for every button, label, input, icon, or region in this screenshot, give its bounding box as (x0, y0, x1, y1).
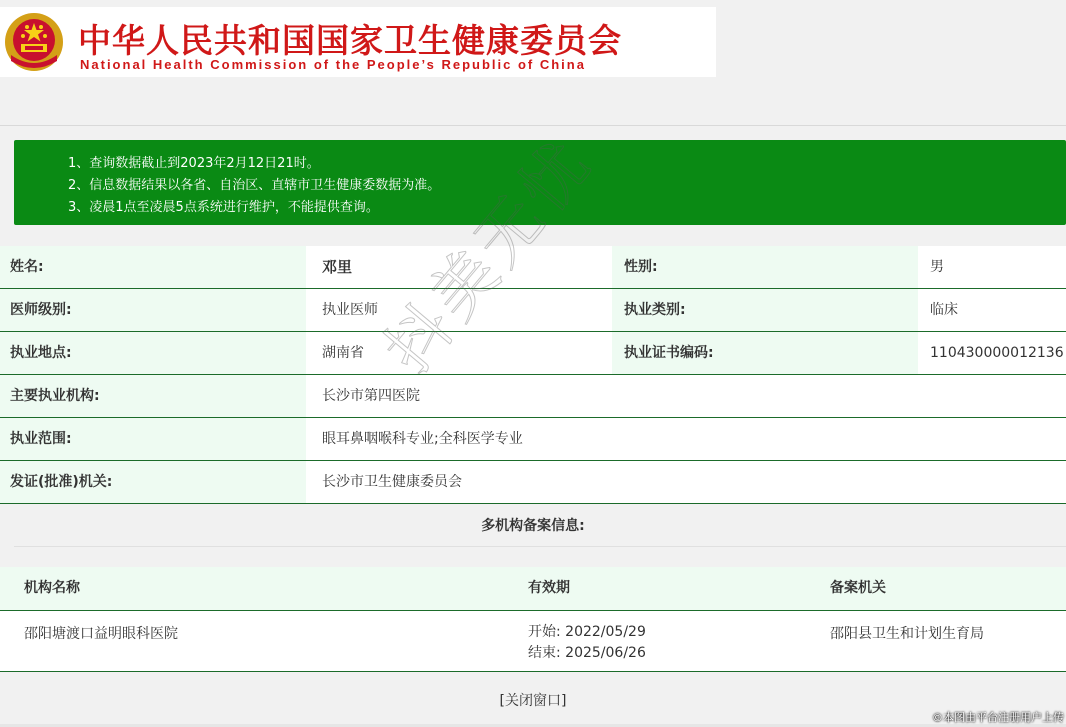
header-authority: 备案机关 (830, 580, 886, 596)
level-label: 医师级别: (0, 289, 306, 331)
notice-line-1: 1、查询数据截止到2023年2月12日21时。 (68, 156, 320, 171)
divider (14, 546, 1066, 547)
notice-line-3: 3、凌晨1点至凌晨5点系统进行维护，不能提供查询。 (68, 200, 379, 215)
cert-value: 110430000012136 (918, 332, 1066, 374)
notice-line-2: 2、信息数据结果以各省、自治区、直辖市卫生健康委数据为准。 (68, 178, 441, 193)
gender-value: 男 (918, 246, 1066, 288)
name-label: 姓名: (0, 246, 306, 288)
authority-label: 发证(批准)机关: (0, 461, 306, 503)
row-start-date: 开始: 2022/05/29 (528, 624, 646, 640)
table-row (0, 332, 1066, 375)
gender-label: 性别: (612, 246, 918, 288)
name-value: 邓里 (306, 246, 612, 288)
authority-value: 长沙市卫生健康委员会 (306, 461, 1066, 503)
cert-label: 执业证书编码: (612, 332, 918, 374)
scope-value: 眼耳鼻咽喉科专业;全科医学专业 (306, 418, 1066, 460)
institution-value: 长沙市第四医院 (306, 375, 1066, 417)
institution-label: 主要执业机构: (0, 375, 306, 417)
multi-table-header (0, 567, 1066, 611)
row-institution: 邵阳塘渡口益明眼科医院 (24, 626, 178, 642)
multi-institution-title: 多机构备案信息: (0, 505, 1066, 547)
table-row (0, 461, 1066, 504)
level-value: 执业医师 (306, 289, 612, 331)
table-row (0, 375, 1066, 418)
row-end-date: 结束: 2025/06/26 (528, 645, 646, 661)
query-notice (14, 140, 1066, 225)
ministry-title-cn: 中华人民共和国国家卫生健康委员会 (78, 21, 622, 60)
header-validity: 有效期 (528, 580, 570, 596)
location-value: 湖南省 (306, 332, 612, 374)
header-institution: 机构名称 (24, 580, 80, 596)
scope-label: 执业范围: (0, 418, 306, 460)
doctor-info-table (0, 246, 1066, 504)
row-authority: 邵阳县卫生和计划生育局 (830, 626, 984, 642)
table-row (0, 611, 1066, 672)
national-emblem-icon (3, 11, 65, 73)
ministry-title-en: National Health Commission of the People’s Republic of China (80, 57, 586, 72)
table-row (0, 289, 1066, 332)
table-row (0, 418, 1066, 461)
upload-note: ©本图由平台注册用户上传 (932, 711, 1064, 724)
site-header (0, 0, 1066, 126)
site-banner (0, 7, 716, 77)
category-value: 临床 (918, 289, 1066, 331)
table-row (0, 246, 1066, 289)
location-label: 执业地点: (0, 332, 306, 374)
category-label: 执业类别: (612, 289, 918, 331)
close-window-link[interactable]: [关闭窗口] (499, 693, 567, 709)
